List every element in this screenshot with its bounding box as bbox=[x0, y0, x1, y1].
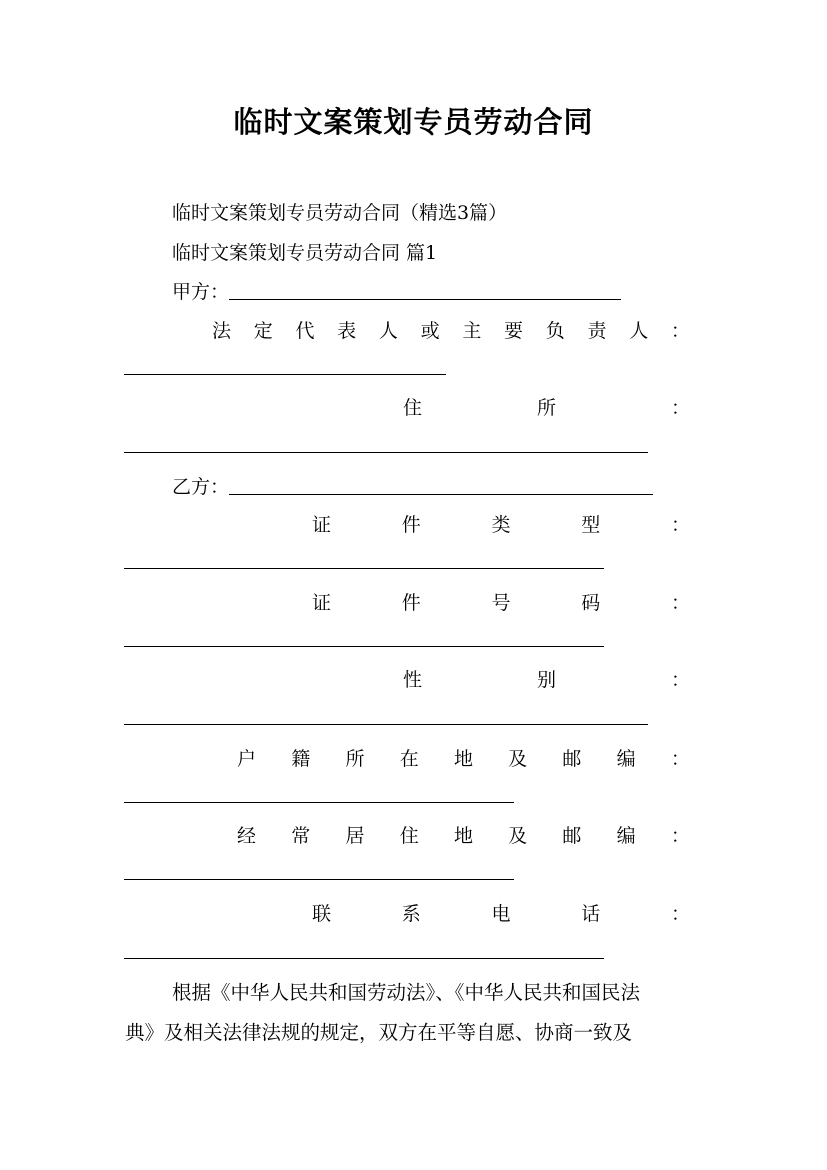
document-title: 临时文案策划专员劳动合同 bbox=[233, 105, 594, 139]
label-char: 人 bbox=[629, 320, 649, 342]
id-number-blank[interactable] bbox=[124, 646, 604, 647]
label-char: 人 bbox=[378, 320, 398, 342]
label-char: 及 bbox=[508, 748, 528, 770]
party-b-row bbox=[172, 472, 653, 499]
label-char: ： bbox=[670, 669, 690, 691]
label-char: 居 bbox=[345, 825, 365, 847]
label-char: 籍 bbox=[291, 748, 311, 770]
section-heading: 临时文案策划专员劳动合同 篇1 bbox=[172, 242, 438, 264]
party-b-blank[interactable] bbox=[229, 472, 653, 495]
id-type-label bbox=[312, 510, 690, 537]
label-char: 或 bbox=[420, 320, 440, 342]
document-subtitle: 临时文案策划专员劳动合同（精选3篇） bbox=[172, 202, 508, 224]
gender-blank[interactable] bbox=[124, 724, 648, 725]
label-char: 在 bbox=[399, 748, 419, 770]
legal-rep-blank[interactable] bbox=[124, 374, 446, 375]
label-char: 联 bbox=[312, 903, 332, 925]
party-a-row bbox=[172, 277, 621, 304]
label-char: 所 bbox=[536, 397, 556, 419]
label-char: ： bbox=[670, 397, 690, 419]
address-blank[interactable] bbox=[124, 452, 648, 453]
label-char: 电 bbox=[491, 903, 511, 925]
residence-blank[interactable] bbox=[124, 879, 514, 880]
label-char: 代 bbox=[295, 320, 315, 342]
label-char: 码 bbox=[581, 592, 601, 614]
body-paragraph-line-2: 典》及相关法律法规的规定，双方在平等自愿、协商一致及 bbox=[125, 1021, 633, 1044]
label-char: 编 bbox=[616, 748, 636, 770]
label-char: 住 bbox=[399, 825, 419, 847]
label-char: 常 bbox=[291, 825, 311, 847]
label-char: 话 bbox=[581, 903, 601, 925]
label-char: 地 bbox=[453, 825, 473, 847]
label-char: 证 bbox=[312, 592, 332, 614]
household-label bbox=[237, 744, 690, 771]
residence-label bbox=[237, 821, 690, 848]
label-char: ： bbox=[670, 592, 690, 614]
label-char: 件 bbox=[401, 514, 421, 536]
household-blank[interactable] bbox=[124, 802, 514, 803]
label-char: 型 bbox=[581, 514, 601, 536]
label-char: 及 bbox=[508, 825, 528, 847]
label-char: 责 bbox=[587, 320, 607, 342]
label-char: 类 bbox=[491, 514, 511, 536]
label-char: 户 bbox=[237, 748, 257, 770]
address-label bbox=[403, 393, 690, 420]
id-number-label bbox=[312, 588, 690, 615]
label-char: 主 bbox=[462, 320, 482, 342]
label-char: 地 bbox=[453, 748, 473, 770]
gender-label bbox=[403, 665, 690, 692]
label-char: 负 bbox=[545, 320, 565, 342]
label-char: ： bbox=[670, 514, 690, 536]
label-char: 要 bbox=[504, 320, 524, 342]
label-char: 邮 bbox=[562, 748, 582, 770]
id-type-blank[interactable] bbox=[124, 568, 604, 569]
party-a-label: 甲方： bbox=[172, 281, 230, 303]
label-char: 别 bbox=[536, 669, 556, 691]
label-char: ： bbox=[670, 825, 690, 847]
legal-rep-label bbox=[212, 316, 690, 343]
label-char: 系 bbox=[401, 903, 421, 925]
label-char: 住 bbox=[403, 397, 423, 419]
label-char: 编 bbox=[616, 825, 636, 847]
label-char: 件 bbox=[401, 592, 421, 614]
label-char: 性 bbox=[403, 669, 423, 691]
label-char: 证 bbox=[312, 514, 332, 536]
body-paragraph-line-1: 根据《中华人民共和国劳动法》、《中华人民共和国民法 bbox=[172, 981, 641, 1004]
label-char: ： bbox=[670, 903, 690, 925]
label-char: ： bbox=[670, 748, 690, 770]
label-char: 所 bbox=[345, 748, 365, 770]
party-b-label: 乙方： bbox=[172, 476, 230, 498]
label-char: ： bbox=[670, 320, 690, 342]
party-a-blank[interactable] bbox=[229, 277, 621, 300]
label-char: 经 bbox=[237, 825, 257, 847]
label-char: 号 bbox=[491, 592, 511, 614]
label-char: 定 bbox=[253, 320, 273, 342]
phone-label bbox=[312, 899, 690, 926]
label-char: 法 bbox=[212, 320, 232, 342]
label-char: 邮 bbox=[562, 825, 582, 847]
label-char: 表 bbox=[337, 320, 357, 342]
phone-blank[interactable] bbox=[124, 958, 604, 959]
